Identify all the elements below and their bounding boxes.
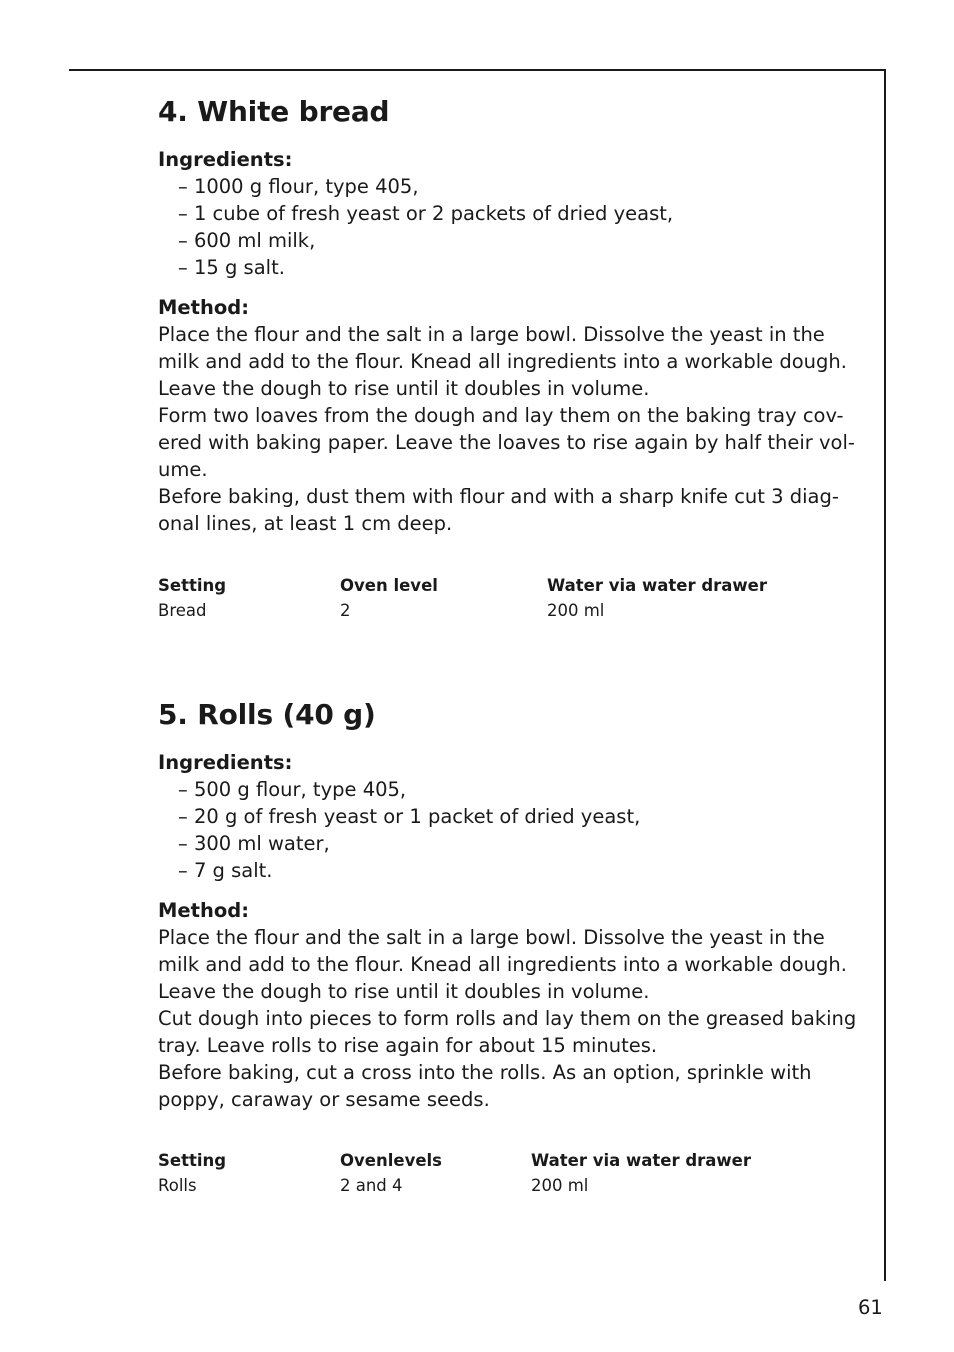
settings-table-header	[158, 1148, 863, 1173]
cell-water: 200 ml	[547, 601, 605, 620]
recipe-white-bread	[158, 95, 863, 537]
ingredient-item: – 7 g salt.	[178, 859, 273, 882]
method-line: Place the flour and the salt in a large bowl. Dissolve the yeast in the	[158, 926, 825, 949]
method-line: Cut dough into pieces to form rolls and lay them on the greased baking	[158, 1007, 857, 1030]
recipe-title: 5. Rolls (40 g)	[158, 698, 376, 731]
method-line: ume.	[158, 458, 208, 481]
ingredient-item: – 20 g of fresh yeast or 1 packet of dried yeast,	[178, 805, 641, 828]
method-text	[158, 321, 863, 537]
header-oven-level: Oven level	[340, 576, 438, 595]
method-line: poppy, caraway or sesame seeds.	[158, 1088, 490, 1111]
right-rule	[884, 69, 886, 1281]
ingredient-item: – 500 g flour, type 405,	[178, 778, 407, 801]
ingredients-label: Ingredients:	[158, 751, 293, 774]
header-oven-levels: Ovenlevels	[340, 1151, 442, 1170]
method-line: Leave the dough to rise until it doubles in volume.	[158, 980, 650, 1003]
ingredient-item: – 15 g salt.	[178, 256, 285, 279]
settings-table-row	[158, 1173, 863, 1198]
method-line: milk and add to the flour. Knead all ingredients into a workable dough.	[158, 953, 847, 976]
settings-table	[158, 573, 863, 623]
cell-setting: Rolls	[158, 1176, 197, 1195]
method-line: tray. Leave rolls to rise again for about 15 minutes.	[158, 1034, 658, 1057]
header-water: Water via water drawer	[531, 1151, 751, 1170]
method-line: onal lines, at least 1 cm deep.	[158, 512, 453, 535]
method-label: Method:	[158, 899, 249, 922]
header-setting: Setting	[158, 1151, 227, 1170]
header-setting: Setting	[158, 576, 227, 595]
ingredient-item: – 1 cube of fresh yeast or 2 packets of dried yeast,	[178, 202, 674, 225]
header-water: Water via water drawer	[547, 576, 767, 595]
method-line: Before baking, cut a cross into the rolls. As an option, sprinkle with	[158, 1061, 812, 1084]
ingredients-list	[158, 776, 863, 884]
cell-oven-level: 2	[340, 601, 351, 620]
ingredient-item: – 1000 g flour, type 405,	[178, 175, 419, 198]
cell-water: 200 ml	[531, 1176, 589, 1195]
recipe-title: 4. White bread	[158, 95, 390, 128]
ingredient-item: – 600 ml milk,	[178, 229, 316, 252]
method-line: milk and add to the flour. Knead all ingredients into a workable dough.	[158, 350, 847, 373]
method-line: Form two loaves from the dough and lay them on the baking tray cov-	[158, 404, 844, 427]
settings-table-row	[158, 598, 863, 623]
recipe-rolls	[158, 698, 863, 1113]
settings-table-header	[158, 573, 863, 598]
method-line: ered with baking paper. Leave the loaves to rise again by half their vol-	[158, 431, 855, 454]
settings-table	[158, 1148, 863, 1198]
cell-setting: Bread	[158, 601, 207, 620]
cell-oven-levels: 2 and 4	[340, 1176, 403, 1195]
ingredient-item: – 300 ml water,	[178, 832, 330, 855]
ingredients-label: Ingredients:	[158, 148, 293, 171]
ingredients-list	[158, 173, 863, 281]
method-label: Method:	[158, 296, 249, 319]
method-text	[158, 924, 863, 1113]
method-line: Before baking, dust them with flour and with a sharp knife cut 3 diag-	[158, 485, 839, 508]
top-rule	[69, 69, 886, 71]
page-number: 61	[858, 1296, 883, 1319]
method-line: Leave the dough to rise until it doubles in volume.	[158, 377, 650, 400]
method-line: Place the flour and the salt in a large bowl. Dissolve the yeast in the	[158, 323, 825, 346]
